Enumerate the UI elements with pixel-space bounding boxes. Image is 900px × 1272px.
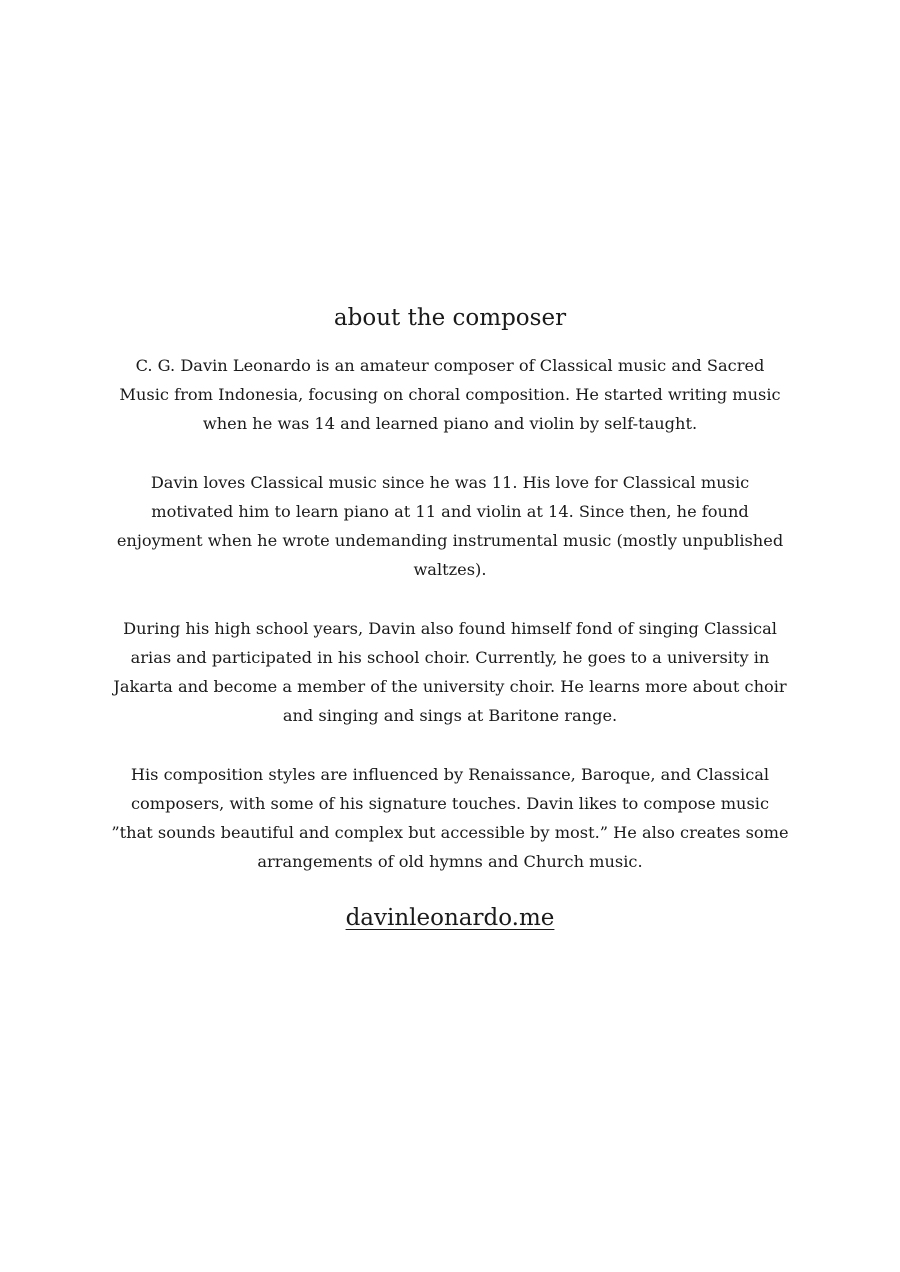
page-title: about the composer [333,305,567,331]
biography-paragraph: Davin loves Classical music since he was 11. His love for Classical music motivated him to learn piano at 11 and violin at 14. Since then, he found enjoyment when he wrote undemanding instrumental music (mostly unpublished waltzes). [116,472,784,580]
biography-paragraph: During his high school years, Davin also found himself fond of singing Classical arias and participated in his school choir. Currently, he goes to a university in Jakarta and become a member of the university choir. He learns more about choir and singing and sings at Baritone range. [113,618,787,726]
website-link[interactable]: davinleonardo.me [345,905,555,931]
biography-paragraph: C. G. Davin Leonardo is an amateur composer of Classical music and Sacred Music from Indonesia, focusing on choral composition. He started writing music when he was 14 and learned piano and violin by self-taught. [119,356,781,434]
biography-paragraph: His composition styles are influenced by Renaissance, Baroque, and Classical composers, with some of his signature touches. Davin likes to compose music ”that sounds beautiful and complex but accessible by most.” He also creates some arrangements of old hymns and Church music. [111,764,789,872]
biography-text [110,351,790,906]
